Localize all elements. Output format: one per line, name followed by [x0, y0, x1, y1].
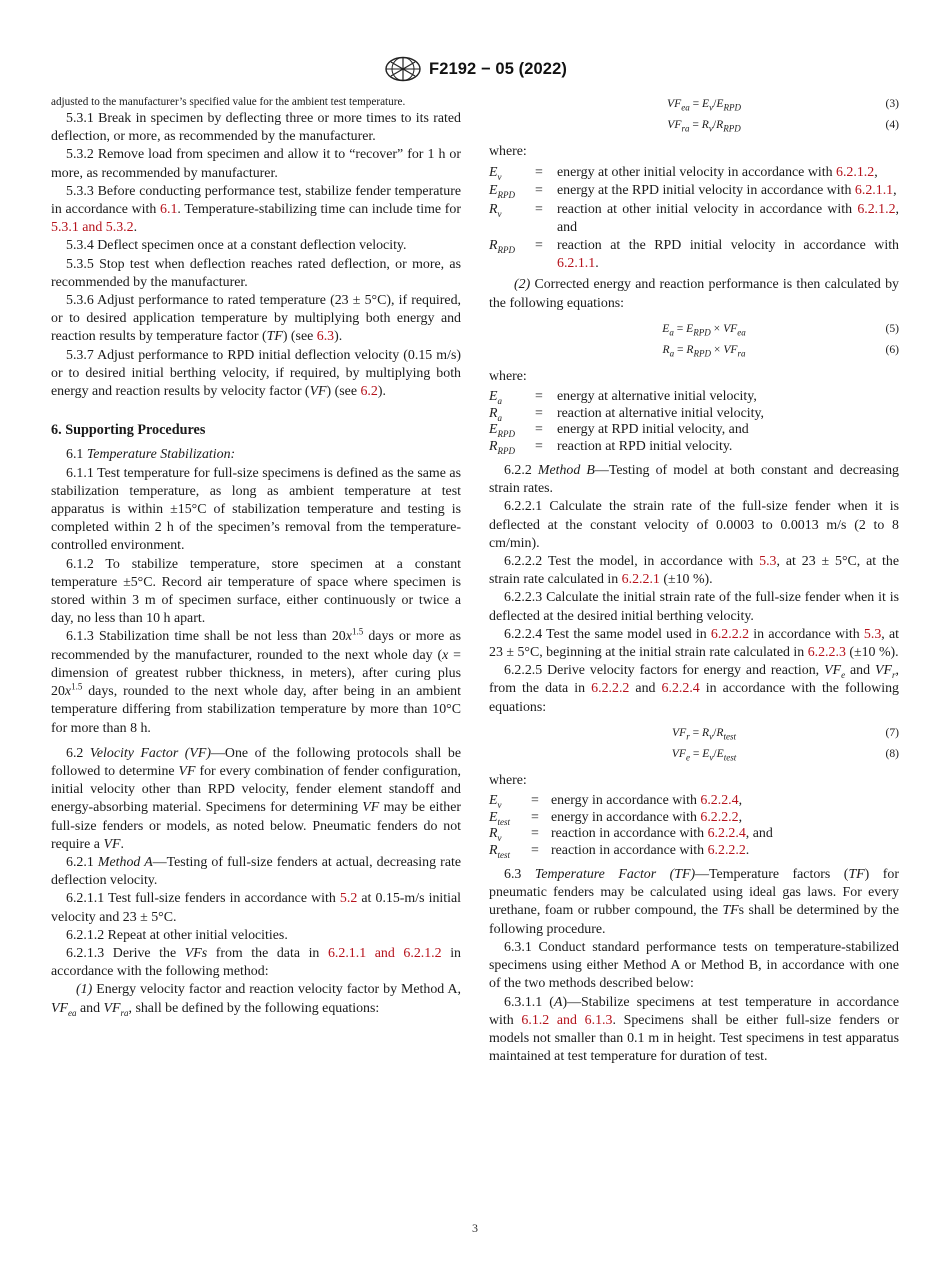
paragraph-6-1-3: 6.1.3 Stabilization time shall be not less than $20x^{1.5}$ days or more as recommended by the manufacturer, rounded to the next whole day (x = dimension of greatest rubber thickness, in meters), after curing plus $20x^{1.5}$ days, rounded to the next whole day, after being in an ambient temperature differing from stabilization temperature by more than 10°C for more than 8 h.: [51, 626, 461, 736]
link-6-2-2-1[interactable]: 6.2.2.1: [621, 572, 660, 588]
paragraph-6-3: 6.3 Temperature Factor (TF)—Temperature factors (TF) for pneumatic fenders may be calculated using ideal gas laws. For every urethane, foam or rubber compound, the TFs shall be determined by the following procedure.: [489, 867, 899, 937]
link-5-3[interactable]: 5.3: [863, 626, 882, 642]
definition-row: $R_{test}$ = reaction in accordance with 6.2.2.2.: [489, 842, 750, 860]
definition-row: $E_v$ = energy in accordance with 6.2.2.4,: [489, 793, 743, 810]
page-number: 3: [472, 1221, 478, 1235]
definition-row: $E_{RPD}$ = energy at RPD initial velocity, and: [489, 422, 749, 439]
paragraph-5-3-3: 5.3.3 Before conducting performance test, stabilize fender temperature in accordance with 6.1. Temperature-stabilizing time can include time for 5.3.1 and 5.3.2.: [51, 183, 461, 236]
paragraph-6-3-1: 6.3.1 Conduct standard performance tests on temperature-stabilized specimens using either Method A or Method B, in accordance with one of the two methods described below:: [489, 939, 899, 992]
paragraph-6-3-1-1: 6.3.1.1 (A)—Stabilize specimens at test temperature in accordance with 6.1.2 and 6.1.3. Specimens shall be either full-size fenders or models not smaller than 0.1 m in height. Test specimens in test apparatus maintained at test temperature for duration of test.: [489, 994, 899, 1065]
link-6-2-1-1[interactable]: 6.2.1.1: [854, 183, 894, 199]
definition-row: $R_a$ = reaction at alternative initial velocity,: [489, 405, 764, 423]
link-6-2-2-2[interactable]: 6.2.2.2: [700, 809, 739, 825]
equation-8: $VF_e = E_v/E_{test}$ (8): [671, 747, 899, 763]
definition-row: $R_{RPD}$ = reaction at RPD initial velocity.: [489, 438, 733, 456]
equation-number: (4): [885, 118, 899, 132]
paragraph-6-2-2-3: 6.2.2.3 Calculate the initial strain rate of the full-size fender when it is deflected at the desired initial berthing velocity.: [489, 590, 899, 624]
link-6-2-1-1-and-6-2-1-2[interactable]: 6.2.1.1 and 6.2.1.2: [327, 945, 442, 961]
where-label: where:: [489, 772, 527, 788]
paragraph-6-2-2-5: 6.2.2.5 Derive velocity factors for energy and reaction, $VF_e$ and $VF_r$, from the data in 6.2.2.2 and 6.2.2.4 in accordance with the following equations:: [489, 663, 899, 715]
paragraph-6-2-1-2: 6.2.1.2 Repeat at other initial velocities.: [66, 927, 288, 943]
paragraph-method-a-1: (1) Energy velocity factor and reaction velocity factor by Method A, $VF_{ea}$ and $VF_{ra}$, shall be defined by the following equations:: [51, 982, 461, 1018]
link-6-2[interactable]: 6.2: [360, 384, 378, 400]
paragraph-5-3-1: 5.3.1 Break in specimen by deflecting three or more times to its rated deflection, or more, as recommended by the manufacturer.: [51, 111, 461, 145]
paragraph-continuation: adjusted to the manufacturer’s specified value for the ambient test temperature.: [51, 96, 406, 108]
paragraph-6-2-2-1: 6.2.2.1 Calculate the strain rate of the full-size fender when it is deflected at the constant velocity of 0.0003 to 0.0013 m/s (2 to 8 cm/min).: [489, 499, 899, 551]
equation-number: (8): [885, 747, 899, 761]
definitions-list-2: [489, 389, 899, 455]
right-column: [489, 94, 899, 1066]
definition-row: $E_v$ = energy at other initial velocity in accordance with 6.2.1.2,: [489, 165, 878, 182]
link-6-2-1-1[interactable]: 6.2.1.1: [557, 256, 596, 272]
link-6-2-2-4[interactable]: 6.2.2.4: [661, 681, 700, 697]
where-label: where:: [489, 144, 527, 159]
paragraph-6-2-1-1: 6.2.1.1 Test full-size fenders in accordance with 5.2 at 0.15-m/s initial velocity and 23 ± 5°C.: [51, 891, 462, 925]
equation-7: $VF_r = R_v/R_{test}$ (7): [672, 726, 899, 742]
paragraph-method-a-2: (2) Corrected energy and reaction performance is then calculated by the following equations:: [489, 277, 899, 311]
link-6-2-1-2[interactable]: 6.2.1.2: [836, 165, 875, 181]
paragraph-6-2-2-4: 6.2.2.4 Test the same model used in 6.2.2.2 in accordance with 5.3, at 23 ± 5°C, beginning at the initial strain rate calculated in 6.2.2.3 (±10 %).: [489, 626, 899, 661]
link-6-2-2-2[interactable]: 6.2.2.2: [591, 681, 630, 697]
link-6-1[interactable]: 6.1: [160, 202, 178, 218]
page-header: [0, 56, 950, 82]
equation-5: $E_a = E_{RPD} \times VF_{ea}$ (5): [662, 322, 899, 338]
equation-6: $R_a = R_{RPD} \times VF_{ra}$ (6): [662, 343, 899, 359]
link-6-2-2-3[interactable]: 6.2.2.3: [807, 645, 846, 661]
paragraph-6-1: 6.1 Temperature Stabilization:: [66, 447, 236, 463]
link-5-3-1-and-5-3-2[interactable]: 5.3.1 and 5.3.2: [51, 220, 134, 236]
link-6-2-2-4[interactable]: 6.2.2.4: [707, 826, 746, 842]
standard-designation: F2192 − 05 (2022): [429, 59, 567, 78]
link-5-3[interactable]: 5.3: [759, 554, 777, 570]
link-6-2-2-4[interactable]: 6.2.2.4: [700, 793, 739, 809]
equation-3: $VF_{ea} = E_v/E_{RPD}$ (3): [667, 97, 899, 113]
definition-row: $R_v$ = reaction in accordance with 6.2.2.4, and: [489, 826, 773, 843]
link-6-2-2-2[interactable]: 6.2.2.2: [710, 626, 750, 642]
link-6-3[interactable]: 6.3: [316, 329, 335, 345]
equation-number: (6): [885, 343, 899, 357]
section-heading-6: 6. Supporting Procedures: [51, 422, 206, 439]
astm-logo-icon: [383, 56, 423, 82]
definitions-list-3: [489, 793, 899, 859]
paragraph-6-2-2: 6.2.2 Method B—Testing of model at both constant and decreasing strain rates.: [489, 463, 899, 497]
left-column: [51, 94, 461, 1018]
definitions-list-1: [489, 164, 899, 273]
paragraph-6-1-2: 6.1.2 To stabilize temperature, store specimen at a constant temperature ±5°C. Record air temperature of space where specimen is stored within 3 m of specimen surface, either continuously or twice a day, no less than 10 h apart.: [51, 556, 461, 627]
paragraph-6-2: 6.2 Velocity Factor (VF)—One of the following protocols shall be followed to determine VF for every combination of fender configuration, initial velocity other than RPD velocity, fender element standoff and energy-absorbing material. Specimens for determining VF may be either full-size fenders or models, as noted below. Pneumatic fenders do not require a VF.: [51, 745, 462, 852]
paragraph-5-3-2: 5.3.2 Remove load from specimen and allow it to “recover” for 1 h or more, as recommended by manufacturer.: [51, 147, 461, 181]
definition-row: $R_v$ = reaction at other initial velocity in accordance with 6.2.1.2, and: [489, 201, 899, 235]
link-6-2-2-2[interactable]: 6.2.2.2: [707, 842, 746, 858]
paragraph-5-3-7: 5.3.7 Adjust performance to RPD initial deflection velocity (0.15 m/s) or to desired initial berthing velocity, if required, by multiplying both energy and reaction results by velocity factor (VF) (see 6.2).: [51, 347, 461, 400]
paragraph-5-3-4: 5.3.4 Deflect specimen once at a constant deflection velocity.: [66, 238, 407, 254]
paragraph-6-2-1-3: 6.2.1.3 Derive the VFs from the data in 6.2.1.1 and 6.2.1.2 in accordance with the following method:: [51, 945, 462, 980]
link-6-2-1-2[interactable]: 6.2.1.2: [857, 201, 896, 217]
equation-number: (5): [885, 322, 899, 336]
equation-number: (3): [885, 97, 899, 111]
paragraph-6-1-1: 6.1.1 Test temperature for full-size specimens is defined as the same as stabilization temperature, as long as ambient temperature at test apparatus is within ±15°C of stabilization temperature and testing is completed within 2 h of the specimen’s removal from the temperature-controlled environment.: [51, 465, 461, 554]
equation-number: (7): [885, 726, 899, 740]
paragraph-5-3-6: 5.3.6 Adjust performance to rated temperature (23 ± 5°C), if required, or to desired application temperature by multiplying both energy and reaction results by temperature factor (TF) (see 6.3).: [51, 293, 461, 345]
definition-row: $R_{RPD}$ = reaction at the RPD initial velocity in accordance with 6.2.1.1.: [489, 238, 899, 272]
definition-row: $E_a$ = energy at alternative initial velocity,: [489, 389, 757, 406]
paragraph-6-2-2-2: 6.2.2.2 Test the model, in accordance with 5.3, at 23 ± 5°C, at the strain rate calculated in 6.2.2.1 (±10 %).: [489, 554, 899, 588]
where-label: where:: [489, 368, 527, 384]
definition-row: $E_{RPD}$ = energy at the RPD initial velocity in accordance with 6.2.1.1,: [489, 183, 897, 201]
paragraph-5-3-5: 5.3.5 Stop test when deflection reaches rated deflection, or more, as recommended by the manufacturer.: [51, 256, 461, 290]
link-6-1-2-and-6-1-3[interactable]: 6.1.2 and 6.1.3: [521, 1012, 613, 1028]
definition-row: $E_{test}$ = energy in accordance with 6.2.2.2,: [489, 809, 743, 827]
paragraph-6-2-1: 6.2.1 Method A—Testing of full-size fenders at actual, decreasing rate deflection velocity.: [51, 854, 462, 889]
equation-4: $VF_{ra} = R_v/R_{RPD}$ (4): [667, 118, 899, 134]
link-5-2[interactable]: 5.2: [339, 891, 358, 907]
